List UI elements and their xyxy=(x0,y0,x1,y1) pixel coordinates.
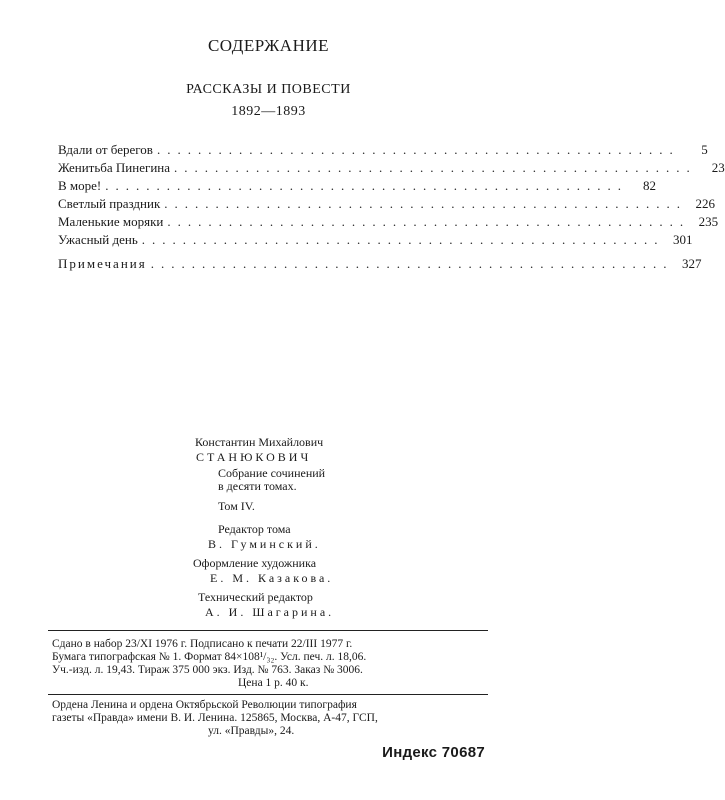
toc-entry-title: Маленькие моряки xyxy=(58,214,164,229)
toc-entry xyxy=(58,195,716,213)
catalog-index: Индекс 70687 xyxy=(382,744,485,761)
printer-line: газеты «Правда» имени В. И. Ленина. 125865, Москва, А-47, ГСП, xyxy=(52,712,378,724)
divider-line xyxy=(48,694,488,695)
toc-entry-title: Примечания xyxy=(58,256,147,271)
toc-entry-page: 5 xyxy=(701,142,708,157)
collection-line-2: в десяти томах. xyxy=(218,479,297,493)
toc-leader-dots: ................................................... xyxy=(105,178,628,193)
toc-entry xyxy=(58,213,719,231)
print-price: Цена 1 р. 40 к. xyxy=(238,677,309,689)
volume-number: Том IV. xyxy=(218,499,255,513)
printer-line: ул. «Правды», 24. xyxy=(208,725,295,737)
toc-entry-page: 226 xyxy=(695,196,716,211)
print-detail-line: Сдано в набор 23/XI 1976 г. Подписано к печати 22/III 1977 г. xyxy=(52,638,353,650)
toc-entry-notes xyxy=(58,255,702,273)
toc-entry-page: 82 xyxy=(643,178,656,193)
toc-entry-title: Вдали от берегов xyxy=(58,142,153,157)
toc-entry xyxy=(58,159,725,177)
tech-editor-label: Технический редактор xyxy=(198,590,313,604)
author-name: Константин Михайлович xyxy=(195,435,324,449)
collection-line-1: Собрание сочинений xyxy=(218,466,326,480)
section-title: РАССКАЗЫ И ПОВЕСТИ xyxy=(186,82,351,97)
printer-line: Ордена Ленина и ордена Октябрьской Революции типография xyxy=(52,699,357,711)
toc-entry-page: 235 xyxy=(698,214,719,229)
toc-entry-title: Светлый праздник xyxy=(58,196,161,211)
toc-entry-page: 327 xyxy=(681,256,702,271)
section-years: 1892—1893 xyxy=(231,104,306,119)
author-surname: СТАНЮКОВИЧ xyxy=(196,450,312,464)
toc-leader-dots: ................................................... xyxy=(167,214,691,229)
contents-heading: СОДЕРЖАНИЕ xyxy=(207,36,330,55)
toc-leader-dots: ................................................... xyxy=(150,256,674,271)
toc-leader-dots: ................................................... xyxy=(164,196,688,211)
print-detail-line: Бумага типографская № 1. Формат 84×108¹/₃₂. Усл. печ. л. 18,06. xyxy=(52,651,367,663)
toc-entry-title: В море! xyxy=(58,178,102,193)
divider-line xyxy=(48,630,488,631)
toc-entry-title: Ужасный день xyxy=(58,232,138,247)
toc-leader-dots: ................................................... xyxy=(174,160,697,175)
toc-leader-dots: ................................................... xyxy=(156,142,680,157)
toc-entry xyxy=(58,231,693,249)
toc-entry-title: Женитьба Пинегина xyxy=(58,160,171,175)
editor-name: В. Гуминский. xyxy=(208,537,321,551)
toc-entry xyxy=(58,177,656,195)
toc-entry-page: 301 xyxy=(673,232,693,247)
tech-editor-name: А. И. Шагарина. xyxy=(205,605,335,619)
design-name: Е. М. Казакова. xyxy=(210,571,334,585)
toc-entry xyxy=(58,141,708,159)
toc-entry-page: 23 xyxy=(711,160,725,175)
editor-label: Редактор тома xyxy=(218,522,291,536)
print-detail-line: Уч.-изд. л. 19,43. Тираж 375 000 экз. Изд. № 763. Заказ № 3006. xyxy=(52,664,363,676)
toc-leader-dots: ................................................... xyxy=(141,232,665,247)
design-label: Оформление художника xyxy=(193,556,317,570)
table-of-contents xyxy=(58,141,725,273)
